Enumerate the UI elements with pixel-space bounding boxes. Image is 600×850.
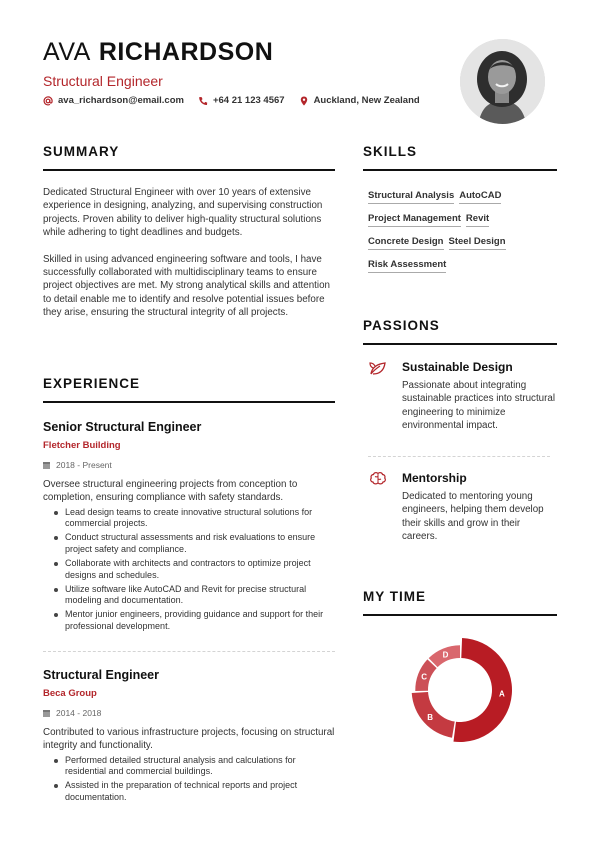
donut-slice-b [412, 692, 455, 738]
at-icon [43, 96, 53, 106]
last-name: RICHARDSON [98, 38, 274, 66]
summary-paragraph: Dedicated Structural Engineer with over 10 years of extensive experience in designing, analyzing, and supervising construction projects. Proven ability to deliver high-quality structural solutions while adhering to tight deadlines and budgets. [43, 187, 323, 239]
phone-icon [198, 96, 208, 106]
skills-divider [363, 169, 557, 171]
list-item: Lead design teams to create innovative structural solutions for commercial projects. [54, 507, 335, 530]
position-title: Senior Structural Engineer [43, 420, 202, 434]
date-range [43, 460, 335, 470]
donut-label-d: D [442, 650, 449, 660]
position-description: Contributed to various infrastructure projects, focusing on structural integrity and functionality. [43, 727, 335, 752]
list-item: Mentor junior engineers, providing guidance and support for their professional development. [54, 609, 335, 632]
company-name: Beca Group [43, 688, 97, 699]
location-pin-icon [299, 96, 309, 106]
donut-label-b: B [427, 712, 434, 722]
passion-item [368, 360, 558, 433]
summary-section [43, 186, 335, 333]
email-text: ava_richardson@email.com [58, 95, 184, 106]
calendar-icon [43, 462, 50, 469]
passion-title: Mentorship [402, 471, 467, 485]
skill-tag: Revit [466, 213, 489, 227]
time-donut-chart [400, 630, 520, 750]
skill-tag: Project Management [368, 213, 461, 227]
location-contact [299, 95, 420, 106]
list-item: Performed detailed structural analysis and calculations for residential and commercial buildings. [54, 755, 335, 778]
location-text: Auckland, New Zealand [313, 95, 420, 106]
date-text: 2018 - Present [56, 460, 112, 470]
position-description: Oversee structural engineering projects from conception to completion, ensuring compliance with safety standards. [43, 479, 298, 504]
passion-description: Dedicated to mentoring young engineers, helping them develop their skills and grow in their careers. [402, 491, 544, 543]
experience-heading: EXPERIENCE [43, 376, 141, 391]
list-item: Collaborate with architects and contractors to optimize project designs and schedules. [54, 558, 335, 581]
phone-contact[interactable] [198, 95, 285, 106]
my-time-heading: MY TIME [363, 589, 427, 604]
donut-label-c: C [421, 672, 428, 682]
experience-entry [43, 668, 335, 806]
passion-title: Sustainable Design [402, 360, 513, 374]
candidate-name [43, 38, 273, 67]
date-range [43, 708, 335, 718]
phone-text: +64 21 123 4567 [212, 95, 285, 106]
skill-tag: Concrete Design [368, 236, 444, 250]
list-item: Utilize software like AutoCAD and Revit for precise structural modeling and documentation. [54, 584, 335, 607]
list-item: Assisted in the preparation of technical reports and project documentation. [54, 780, 335, 803]
skills-list [368, 190, 558, 273]
donut-label-a: A [498, 689, 505, 699]
first-name: AVA [43, 38, 91, 66]
contact-info [43, 95, 420, 106]
brain-icon [368, 471, 388, 491]
list-item: Conduct structural assessments and risk evaluations to ensure project safety and compliance. [54, 532, 335, 555]
position-title: Structural Engineer [43, 668, 159, 682]
email-contact[interactable] [43, 95, 184, 106]
skill-tag: Risk Assessment [368, 259, 446, 273]
passions-divider [363, 343, 557, 345]
achievement-list [43, 507, 335, 632]
summary-divider [43, 169, 335, 171]
summary-heading: SUMMARY [43, 144, 120, 159]
passion-item [368, 471, 558, 544]
passions-heading: PASSIONS [363, 318, 440, 333]
summary-paragraph: Skilled in using advanced engineering software and tools, I have successfully collaborated with multidisciplinary teams to ensure project objectives are met. My strong analytical skills and attention to detail enable me to identify and resolve potential issues before they arise, ensuring the structural integrity of all projects. [43, 253, 330, 319]
my-time-divider [363, 614, 557, 616]
skill-tag: Structural Analysis [368, 190, 454, 204]
company-name: Fletcher Building [43, 440, 121, 451]
passion-separator [368, 456, 550, 457]
profile-photo [460, 39, 545, 124]
experience-divider [43, 401, 335, 403]
skill-tag: AutoCAD [459, 190, 501, 204]
leaf-icon [368, 360, 388, 380]
experience-entry [43, 420, 335, 635]
date-text: 2014 - 2018 [56, 708, 102, 718]
job-title: Structural Engineer [43, 73, 163, 89]
entry-separator [43, 651, 335, 652]
skill-tag: Steel Design [449, 236, 506, 250]
passion-description: Passionate about integrating sustainable practices into structural engineering to minimize environmental impact. [402, 380, 556, 432]
achievement-list [43, 755, 335, 804]
skills-heading: SKILLS [363, 144, 418, 159]
calendar-icon [43, 710, 50, 717]
